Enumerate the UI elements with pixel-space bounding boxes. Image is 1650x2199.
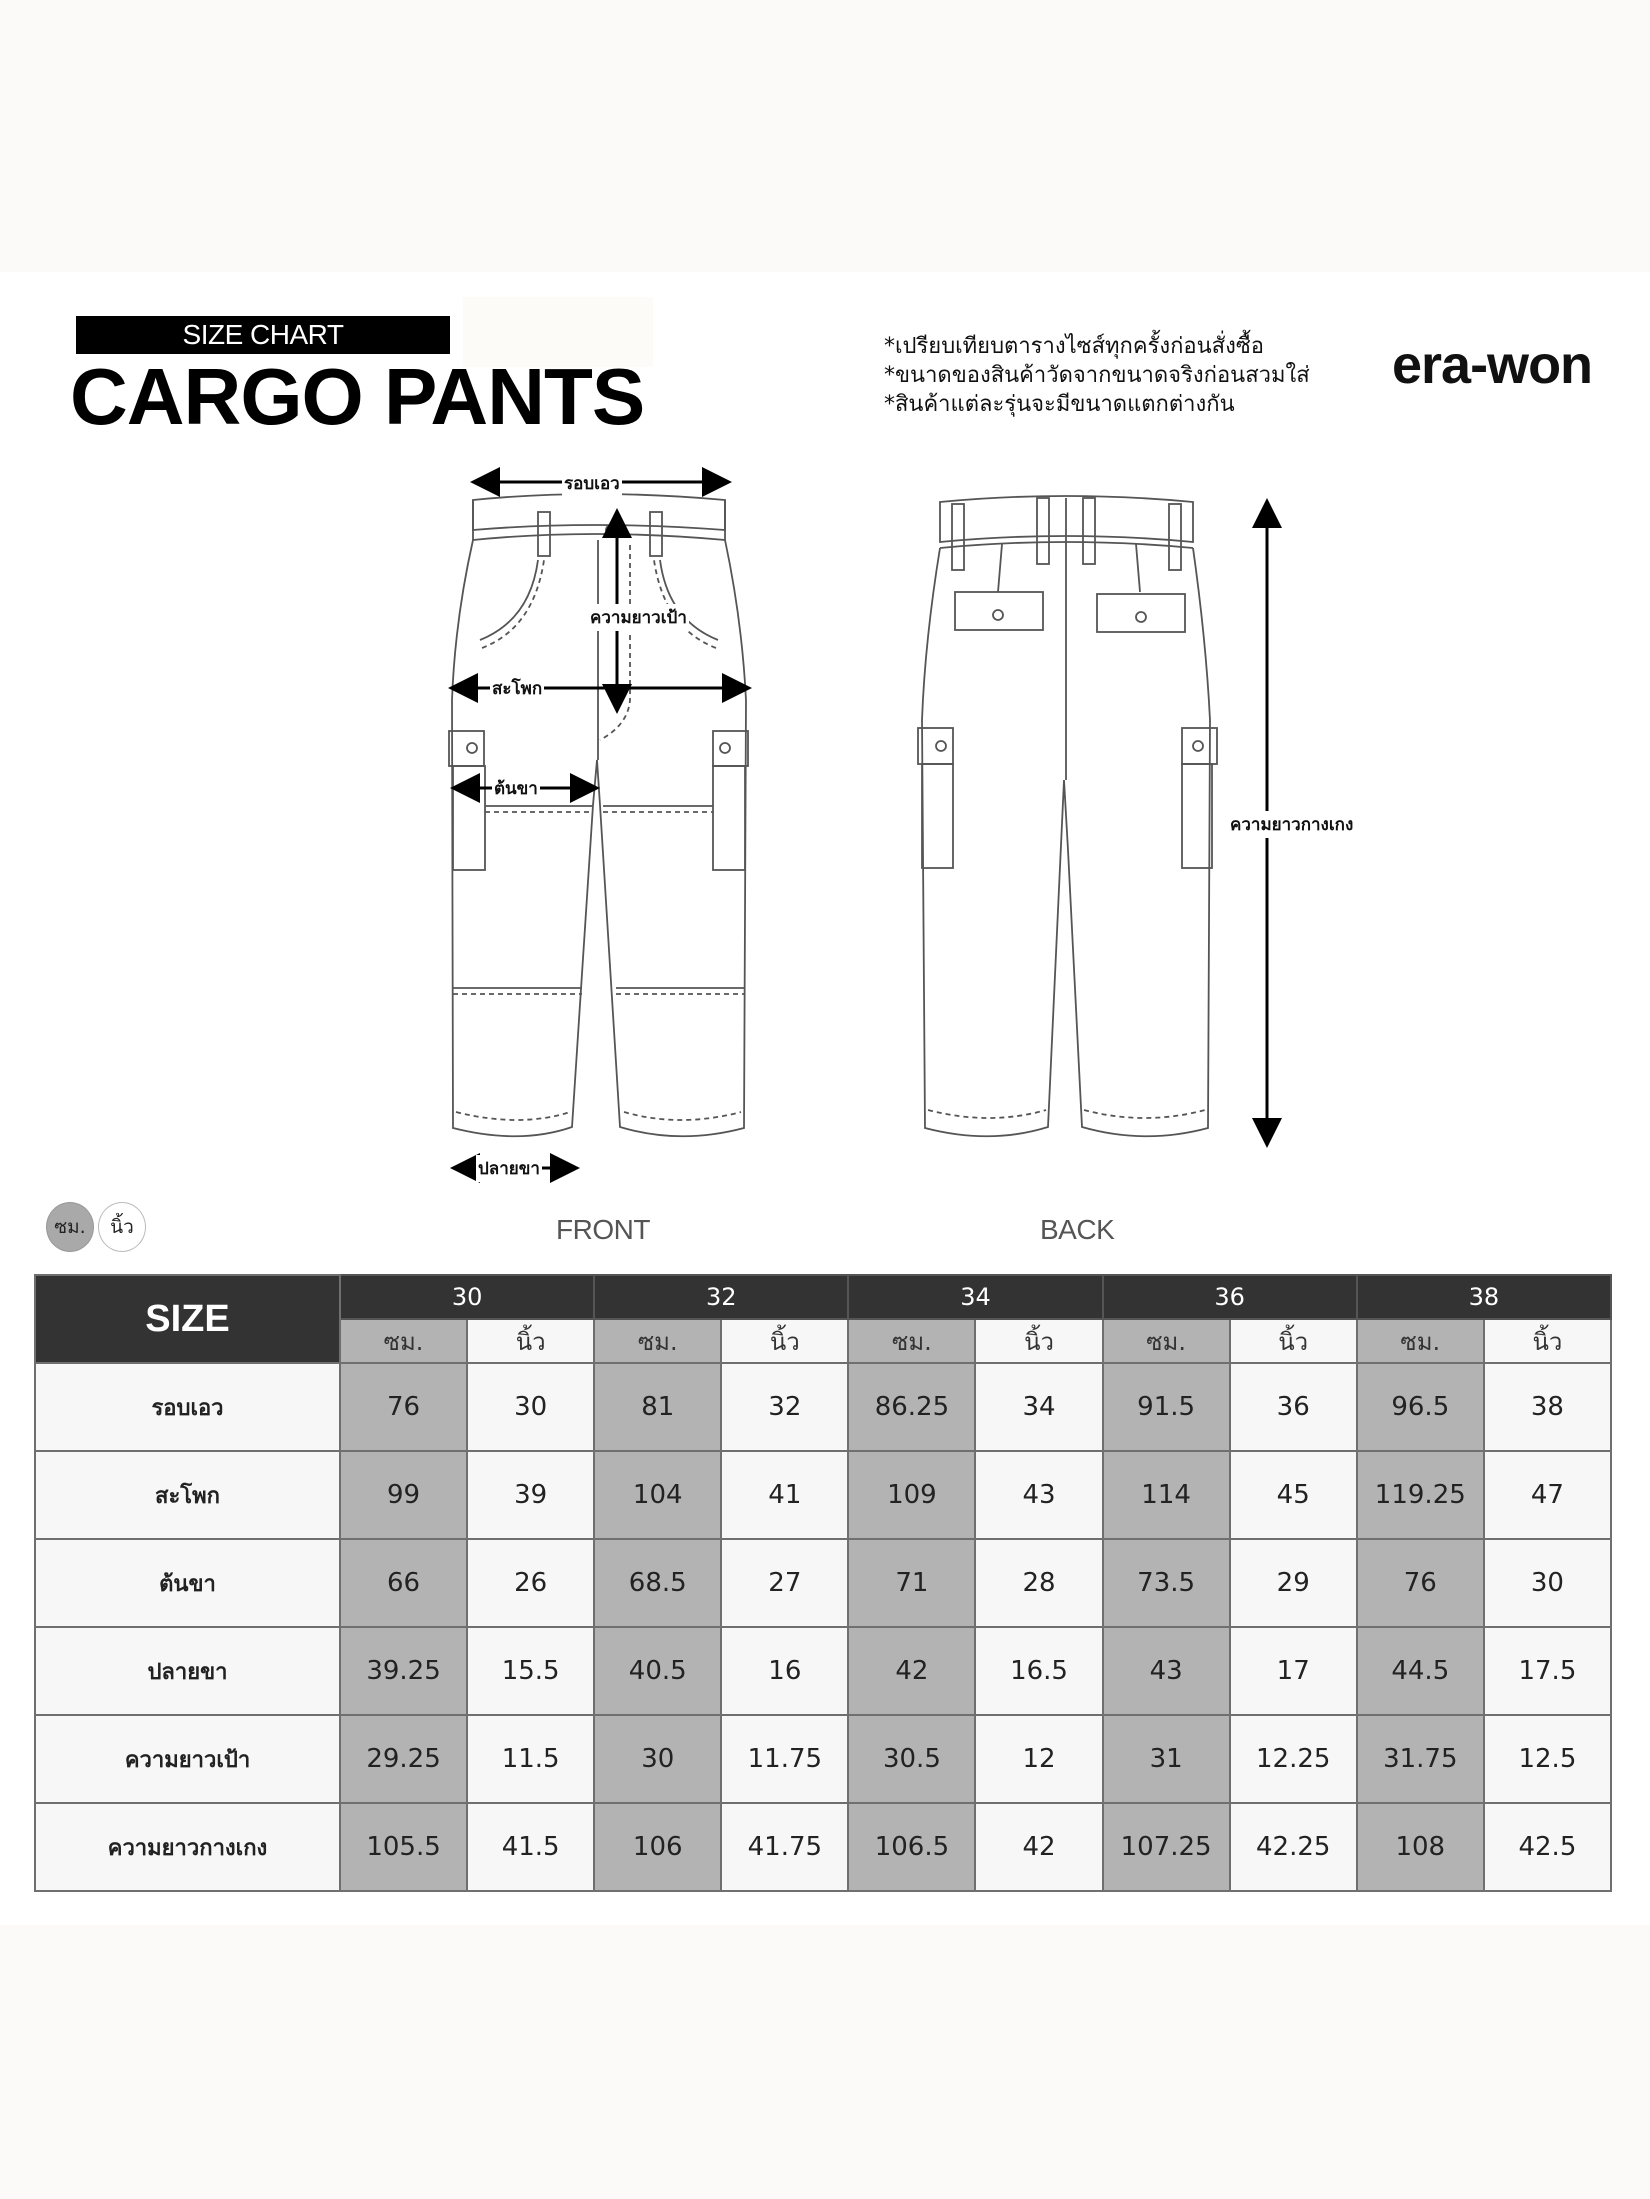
table-row-hip <box>35 1451 1611 1539</box>
table-cell: 68.5 <box>594 1539 721 1627</box>
unit-cm-header: ซม. <box>848 1319 975 1363</box>
unit-inch-header: นิ้ว <box>467 1319 594 1363</box>
table-cell: 43 <box>1103 1627 1230 1715</box>
row-label: รอบเอว <box>35 1363 340 1451</box>
table-cell: 105.5 <box>340 1803 467 1891</box>
leg-opening-label: ปลายขา <box>476 1155 542 1182</box>
table-row-leg-opening <box>35 1627 1611 1715</box>
note-line: *ขนาดของสินค้าวัดจากขนาดจริงก่อนสวมใส่ <box>884 363 1310 388</box>
unit-inch-button[interactable]: นิ้ว <box>98 1202 146 1252</box>
row-label: ต้นขา <box>35 1539 340 1627</box>
table-cell: 91.5 <box>1103 1363 1230 1451</box>
row-label: ความยาวเป้า <box>35 1715 340 1803</box>
unit-cm-header: ซม. <box>1357 1319 1484 1363</box>
table-cell: 106.5 <box>848 1803 975 1891</box>
waist-label: รอบเอว <box>562 470 622 497</box>
table-cell: 30 <box>1484 1539 1611 1627</box>
table-cell: 42 <box>975 1803 1102 1891</box>
thigh-label: ต้นขา <box>492 775 540 802</box>
table-cell: 86.25 <box>848 1363 975 1451</box>
table-row-length <box>35 1803 1611 1891</box>
pants-length-label: ความยาวกางเกง <box>1228 811 1355 838</box>
table-cell: 16 <box>721 1627 848 1715</box>
size-34-header: 34 <box>848 1275 1102 1319</box>
unit-cm-header: ซม. <box>1103 1319 1230 1363</box>
table-cell: 30 <box>594 1715 721 1803</box>
table-cell: 36 <box>1230 1363 1357 1451</box>
unit-cm-header: ซม. <box>594 1319 721 1363</box>
size-32-header: 32 <box>594 1275 848 1319</box>
page-title: CARGO PANTS <box>70 352 645 441</box>
table-cell: 119.25 <box>1357 1451 1484 1539</box>
table-cell: 106 <box>594 1803 721 1891</box>
unit-cm-button[interactable]: ซม. <box>46 1202 94 1252</box>
note-line: *สินค้าแต่ละรุ่นจะมีขนาดแตกต่างกัน <box>884 392 1235 417</box>
size-header-row <box>35 1275 1611 1319</box>
front-caption: FRONT <box>556 1214 650 1245</box>
table-cell: 38 <box>1484 1363 1611 1451</box>
table-cell: 96.5 <box>1357 1363 1484 1451</box>
table-cell: 11.5 <box>467 1715 594 1803</box>
table-cell: 32 <box>721 1363 848 1451</box>
bottom-background-band <box>0 1925 1650 2199</box>
table-cell: 12.25 <box>1230 1715 1357 1803</box>
brand-logo: era-won <box>1392 335 1593 395</box>
table-cell: 42 <box>848 1627 975 1715</box>
unit-inch-header: นิ้ว <box>975 1319 1102 1363</box>
unit-inch-header: นิ้ว <box>721 1319 848 1363</box>
table-cell: 42.5 <box>1484 1803 1611 1891</box>
table-cell: 12.5 <box>1484 1715 1611 1803</box>
table-cell: 17.5 <box>1484 1627 1611 1715</box>
table-cell: 76 <box>1357 1539 1484 1627</box>
table-cell: 39.25 <box>340 1627 467 1715</box>
table-cell: 16.5 <box>975 1627 1102 1715</box>
table-cell: 31 <box>1103 1715 1230 1803</box>
table-cell: 41 <box>721 1451 848 1539</box>
table-cell: 39 <box>467 1451 594 1539</box>
table-cell: 40.5 <box>594 1627 721 1715</box>
table-cell: 109 <box>848 1451 975 1539</box>
table-cell: 76 <box>340 1363 467 1451</box>
back-pants-illustration <box>918 496 1217 1136</box>
table-cell: 30 <box>467 1363 594 1451</box>
table-cell: 17 <box>1230 1627 1357 1715</box>
table-cell: 41.5 <box>467 1803 594 1891</box>
table-cell: 41.75 <box>721 1803 848 1891</box>
table-cell: 45 <box>1230 1451 1357 1539</box>
table-cell: 26 <box>467 1539 594 1627</box>
table-cell: 34 <box>975 1363 1102 1451</box>
table-cell: 107.25 <box>1103 1803 1230 1891</box>
size-38-header: 38 <box>1357 1275 1611 1319</box>
back-caption: BACK <box>1040 1214 1115 1245</box>
unit-toggle <box>46 1202 146 1252</box>
table-cell: 42.25 <box>1230 1803 1357 1891</box>
size-column-header: SIZE <box>35 1275 340 1363</box>
unit-cm-header: ซม. <box>340 1319 467 1363</box>
table-row-waist <box>35 1363 1611 1451</box>
front-measure-arrows <box>454 482 746 1168</box>
table-cell: 12 <box>975 1715 1102 1803</box>
rise-label: ความยาวเป้า <box>588 604 689 631</box>
unit-inch-header: นิ้ว <box>1230 1319 1357 1363</box>
table-cell: 81 <box>594 1363 721 1451</box>
table-cell: 29.25 <box>340 1715 467 1803</box>
table-cell: 30.5 <box>848 1715 975 1803</box>
table-row-thigh <box>35 1539 1611 1627</box>
size-30-header: 30 <box>340 1275 594 1319</box>
front-pants-illustration <box>449 494 748 1136</box>
size-table <box>34 1274 1612 1892</box>
table-cell: 114 <box>1103 1451 1230 1539</box>
note-line: *เปรียบเทียบตารางไซส์ทุกครั้งก่อนสั่งซื้อ <box>884 334 1264 359</box>
size-chart-badge: SIZE CHART <box>76 316 450 354</box>
table-cell: 99 <box>340 1451 467 1539</box>
size-36-header: 36 <box>1103 1275 1357 1319</box>
table-cell: 29 <box>1230 1539 1357 1627</box>
table-cell: 31.75 <box>1357 1715 1484 1803</box>
table-cell: 27 <box>721 1539 848 1627</box>
table-cell: 43 <box>975 1451 1102 1539</box>
table-cell: 108 <box>1357 1803 1484 1891</box>
table-cell: 73.5 <box>1103 1539 1230 1627</box>
table-cell: 11.75 <box>721 1715 848 1803</box>
table-cell: 104 <box>594 1451 721 1539</box>
row-label: ปลายขา <box>35 1627 340 1715</box>
table-cell: 28 <box>975 1539 1102 1627</box>
hip-label: สะโพก <box>490 675 544 702</box>
row-label: สะโพก <box>35 1451 340 1539</box>
unit-inch-header: นิ้ว <box>1484 1319 1611 1363</box>
table-cell: 71 <box>848 1539 975 1627</box>
table-row-rise <box>35 1715 1611 1803</box>
table-cell: 47 <box>1484 1451 1611 1539</box>
table-cell: 15.5 <box>467 1627 594 1715</box>
table-cell: 66 <box>340 1539 467 1627</box>
row-label: ความยาวกางเกง <box>35 1803 340 1891</box>
table-cell: 44.5 <box>1357 1627 1484 1715</box>
